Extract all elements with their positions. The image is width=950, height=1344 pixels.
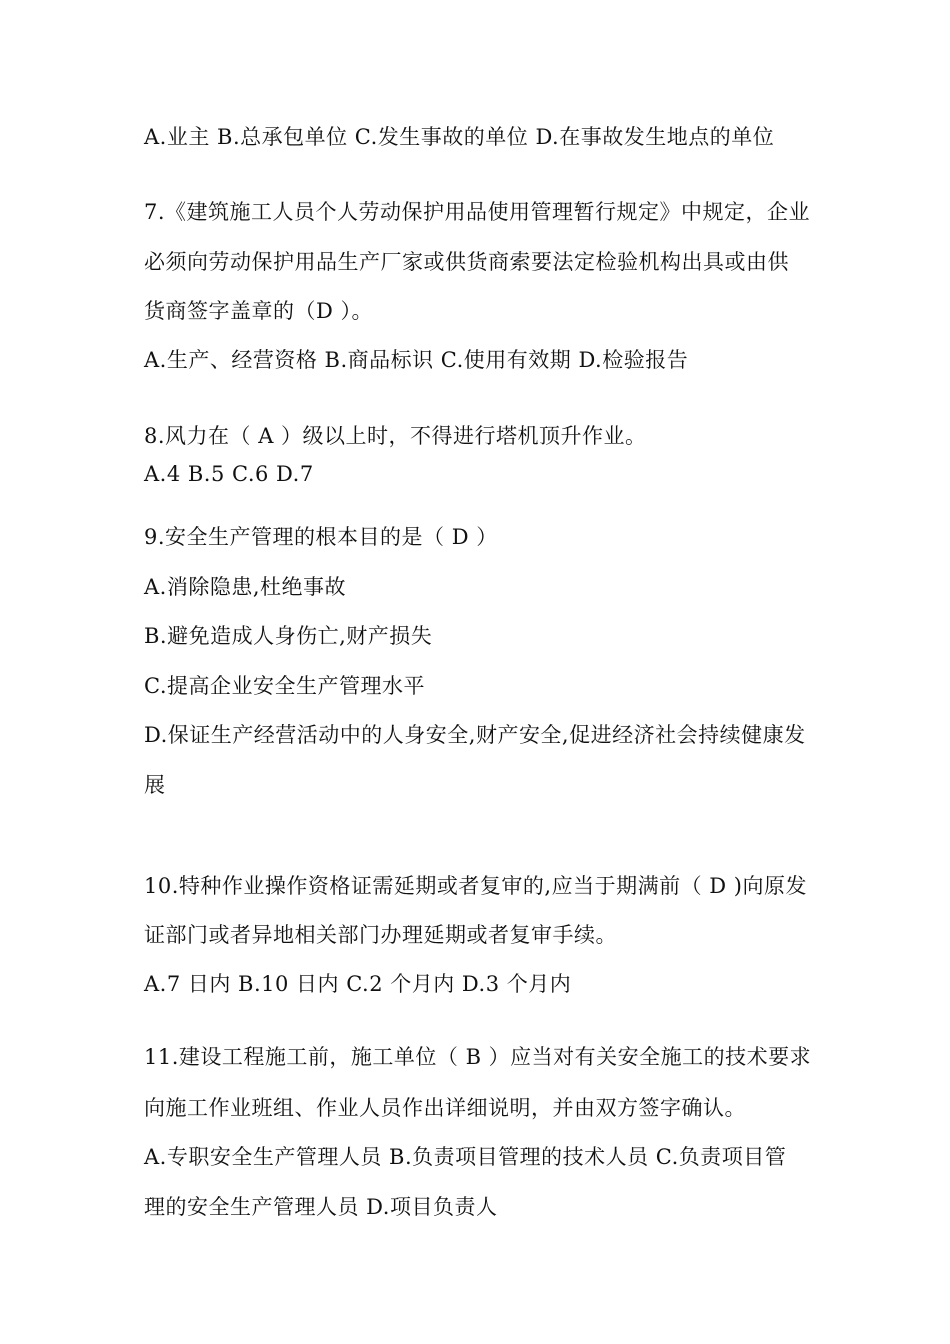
- q7-options: A.生产、经营资格 B.商品标识 C.使用有效期 D.检验报告: [144, 348, 689, 372]
- q11-question-line-1: 11.建设工程施工前，施工单位（ B ）应当对有关安全施工的技术要求: [144, 1045, 812, 1069]
- q11-options-line-1: A.专职安全生产管理人员 B.负责项目管理的技术人员 C.负责项目管: [144, 1145, 787, 1169]
- q10-options: A.7 日内 B.10 日内 C.2 个月内 D.3 个月内: [144, 972, 572, 996]
- q10-question-line-2: 证部门或者异地相关部门办理延期或者复审手续。: [144, 923, 617, 947]
- q9-option-c: C.提高企业安全生产管理水平: [144, 674, 425, 698]
- q9-question: 9.安全生产管理的根本目的是（ D ）: [144, 525, 498, 549]
- q7-question-line-1: 7.《建筑施工人员个人劳动保护用品使用管理暂行规定》中规定，企业: [144, 200, 811, 224]
- q7-question-line-3: 货商签字盖章的（D ）。: [144, 299, 374, 323]
- q9-option-b: B.避免造成人身伤亡,财产损失: [144, 624, 433, 648]
- q11-question-line-2: 向施工作业班组、作业人员作出详细说明，并由双方签字确认。: [144, 1096, 746, 1120]
- q6-options: A.业主 B.总承包单位 C.发生事故的单位 D.在事故发生地点的单位: [144, 125, 775, 149]
- q10-question-line-1: 10.特种作业操作资格证需延期或者复审的,应当于期满前（ D )向原发: [144, 874, 807, 898]
- q7-question-line-2: 必须向劳动保护用品生产厂家或供货商索要法定检验机构出具或由供: [144, 250, 789, 274]
- q9-option-a: A.消除隐患,杜绝事故: [144, 575, 347, 599]
- q8-options: A.4 B.5 C.6 D.7: [144, 462, 314, 486]
- q9-option-d-line-2: 展: [144, 773, 166, 797]
- q9-option-d-line-1: D.保证生产经营活动中的人身安全,财产安全,促进经济社会持续健康发: [144, 723, 806, 747]
- q8-question: 8.风力在（ A ）级以上时，不得进行塔机顶升作业。: [144, 424, 647, 448]
- q11-options-line-2: 理的安全生产管理人员 D.项目负责人: [144, 1195, 498, 1219]
